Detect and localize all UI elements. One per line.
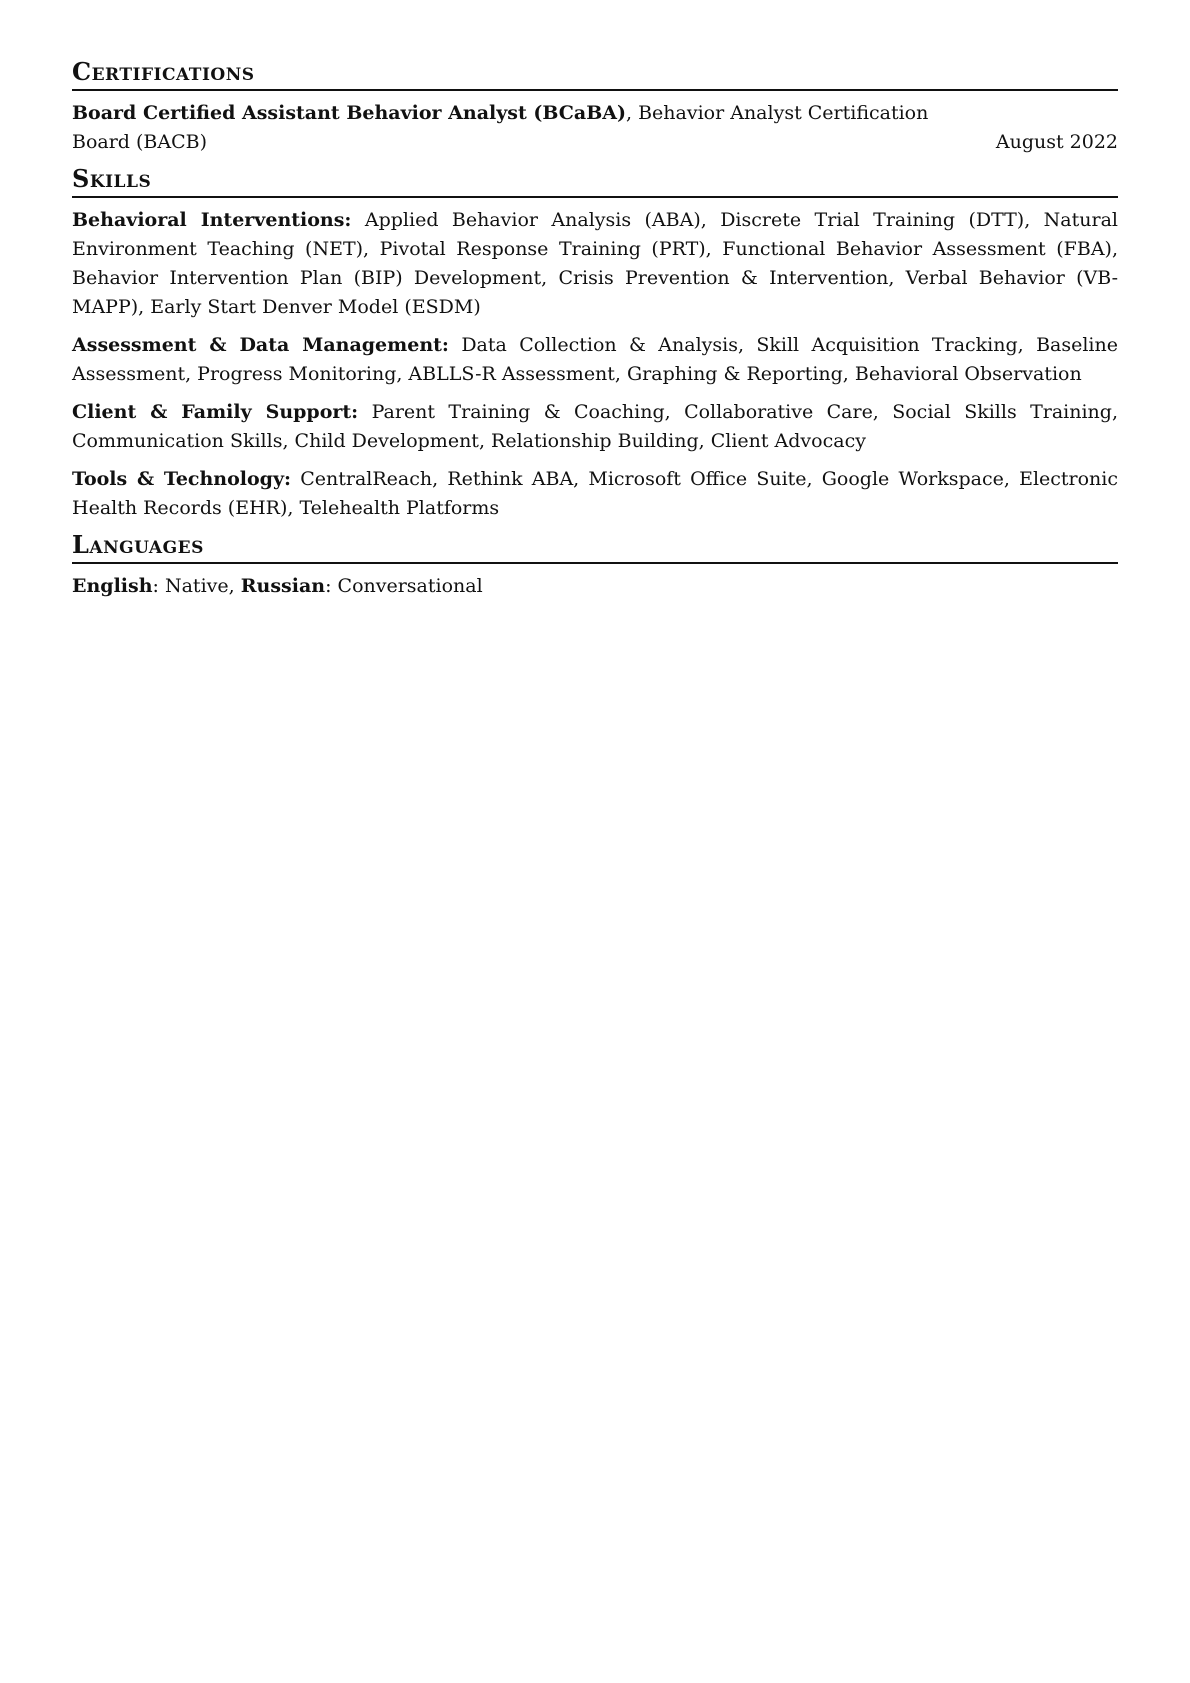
certification-details: [72, 99, 932, 157]
languages-section: [72, 530, 1118, 601]
skills-heading: Skills: [72, 167, 1118, 198]
languages-heading: Languages: [72, 533, 1118, 564]
languages-list: [72, 572, 1118, 601]
certification-name: Board Certified Assistant Behavior Analyst (BCaBA): [72, 102, 626, 124]
skill-category-label: Tools & Technology:: [72, 468, 292, 490]
certification-separator: ,: [625, 102, 639, 124]
skill-category-value: Applied Behavior Analysis (ABA), Discrete Trial Training (DTT), Natural Environment Teaching (NET), Pivotal Response Training (PRT), Functional Behavior Assessment (FBA), Behavior Intervention Plan (BIP) Development, Crisis Prevention & Intervention, Verbal Behavior (VB-MAPP), Early Start Denver Model (ESDM): [72, 209, 1118, 318]
certification-date: August 2022: [995, 131, 1118, 153]
skill-category-tools-technology: [72, 465, 1118, 523]
certifications-heading: Certifications: [72, 60, 1118, 91]
skill-category-behavioral-interventions: [72, 206, 1118, 322]
language-list-separator: ,: [228, 575, 241, 597]
resume-page: [72, 57, 1119, 611]
skill-category-value: Parent Training & Coaching, Collaborative Care, Social Skills Training, Communication Skills, Child Development, Relationship Building, Client Advocacy: [72, 401, 1119, 452]
language-level: Native: [164, 575, 229, 597]
skill-category-label: Behavioral Interventions:: [72, 209, 352, 231]
skill-category-client-family-support: [72, 398, 1118, 456]
skill-category-value: CentralReach, Rethink ABA, Microsoft Office Suite, Google Workspace, Electronic Health Records (EHR), Telehealth Platforms: [72, 468, 1119, 519]
skill-category-value: Data Collection & Analysis, Skill Acquisition Tracking, Baseline Assessment, Progress Monitoring, ABLLS-R Assessment, Graphing & Reporting, Behavioral Observation: [72, 334, 1118, 385]
language-level: Conversational: [337, 575, 483, 597]
skill-category-label: Assessment & Data Management:: [72, 334, 449, 356]
language-separator: :: [325, 575, 338, 597]
language-separator: :: [152, 575, 165, 597]
language-name: English: [72, 575, 153, 597]
certifications-section: [72, 57, 1118, 157]
skill-category-assessment-data-management: [72, 331, 1118, 389]
certification-issuer: Behavior Analyst Certification Board (BACB): [72, 102, 929, 153]
skills-section: [72, 164, 1119, 523]
certification-entry: [72, 99, 1118, 157]
skill-category-label: Client & Family Support:: [72, 401, 359, 423]
language-name: Russian: [240, 575, 326, 597]
